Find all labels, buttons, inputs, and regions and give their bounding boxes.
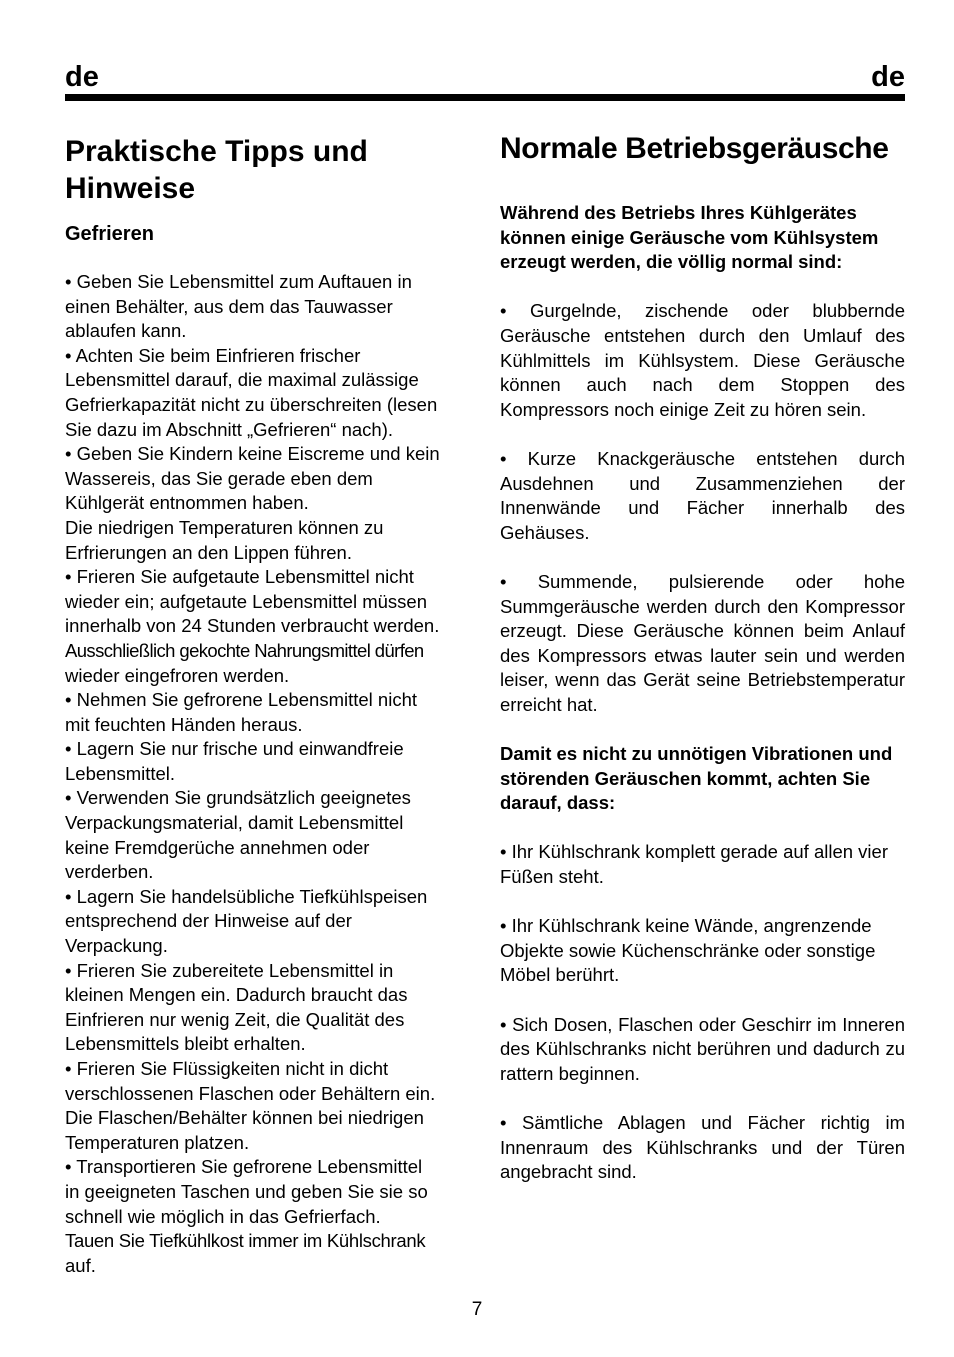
tip-line: Die Flaschen/Behälter können bei niedrigen bbox=[65, 1107, 424, 1129]
tip-line: Wassereis, das Sie gerade eben dem bbox=[65, 467, 373, 489]
tip-line: Temperaturen platzen. bbox=[65, 1131, 250, 1153]
freezing-tips bbox=[65, 270, 470, 1278]
check-item: • Ihr Kühlschrank keine Wände, angrenzende Objekte sowie Küchenschränke oder sonstige Möbel berührt. bbox=[500, 915, 876, 986]
tip-line: wieder eingefroren werden. bbox=[65, 664, 290, 686]
tip-line: • Frieren Sie aufgetaute Lebensmittel nicht bbox=[65, 566, 414, 588]
left-column bbox=[65, 130, 470, 1278]
tip-line: Tauen Sie Tiefkühlkost immer im Kühlschrank bbox=[65, 1230, 426, 1252]
check-item: • Ihr Kühlschrank komplett gerade auf allen vier Füßen steht. bbox=[500, 841, 888, 888]
header-rule bbox=[65, 94, 905, 101]
noises-intro: Während des Betriebs Ihres Kühlgerätes können einige Geräusche vom Kühlsystem erzeugt werden, die völlig normal sind: bbox=[500, 202, 879, 273]
check-item: • Sich Dosen, Flaschen oder Geschirr im Inneren des Kühlschranks nicht berühren und dadurch zu rattern beginnen. bbox=[500, 1013, 905, 1084]
right-section-title: Normale Betriebsgeräusche bbox=[500, 132, 889, 165]
tip-line: Lebensmittel. bbox=[65, 762, 176, 784]
tip-line: • Frieren Sie zubereitete Lebensmittel in bbox=[65, 959, 394, 981]
tip-line: Kühlgerät entnommen haben. bbox=[65, 492, 309, 514]
tip-line: Gefrierkapazität nicht zu überschreiten (lesen bbox=[65, 393, 438, 415]
vibration-intro: Damit es nicht zu unnötigen Vibrationen und störenden Geräuschen kommt, achten Sie darauf, dass: bbox=[500, 743, 893, 814]
tip-line: Verpackungsmaterial, damit Lebensmittel bbox=[65, 812, 404, 834]
noise-item: • Summende, pulsierende oder hohe Summgeräusche werden durch den Kompressor erzeugt. Diese Geräusche können beim Anlauf des Kompressors etwas lauter sein und werden leiser, wenn das Gerät seine Betriebstemperatur erreicht hat. bbox=[500, 570, 905, 715]
tip-line: Einfrieren nur wenig Zeit, die Qualität des bbox=[65, 1008, 405, 1030]
left-section-subtitle: Gefrieren bbox=[65, 223, 154, 245]
tip-line: keine Fremdgerüche annehmen oder bbox=[65, 836, 370, 858]
left-section-title: Praktische Tipps und Hinweise bbox=[65, 135, 368, 205]
check-item: • Sämtliche Ablagen und Fächer richtig im Innenraum des Kühlschranks und der Türen angebracht sind. bbox=[500, 1111, 905, 1183]
tip-line: Lebensmittel darauf, die maximal zulässige bbox=[65, 369, 419, 391]
tip-line: entsprechend der Hinweise auf der bbox=[65, 910, 352, 932]
page-number: 7 bbox=[471, 1299, 483, 1320]
tip-line: ablaufen kann. bbox=[65, 320, 187, 342]
tip-line: einen Behälter, aus dem das Tauwasser bbox=[65, 295, 393, 317]
right-column bbox=[500, 130, 905, 1185]
tip-line: • Lagern Sie handelsübliche Tiefkühlspeisen bbox=[65, 885, 428, 907]
language-label-left: de bbox=[65, 61, 99, 93]
tip-line: • Nehmen Sie gefrorene Lebensmittel nicht bbox=[65, 689, 418, 711]
tip-line: • Geben Sie Lebensmittel zum Auftauen in bbox=[65, 271, 412, 292]
tip-line: Verpackung. bbox=[65, 935, 168, 957]
language-label-right: de bbox=[871, 61, 905, 93]
tip-line: Ausschließlich gekochte Nahrungsmittel dürfen bbox=[65, 639, 424, 661]
tip-line: schnell wie möglich in das Gefrierfach. bbox=[65, 1205, 381, 1227]
tip-line: mit feuchten Händen heraus. bbox=[65, 713, 303, 735]
tip-line: innerhalb von 24 Stunden verbraucht werden. bbox=[65, 615, 440, 637]
tip-line: Lebensmittels bleibt erhalten. bbox=[65, 1033, 306, 1055]
tip-line: Die niedrigen Temperaturen können zu bbox=[65, 516, 384, 538]
tip-line: • Frieren Sie Flüssigkeiten nicht in dicht bbox=[65, 1058, 389, 1079]
tip-line: • Geben Sie Kindern keine Eiscreme und kein bbox=[65, 443, 440, 465]
tip-line: kleinen Mengen ein. Dadurch braucht das bbox=[65, 984, 408, 1006]
tip-line: • Verwenden Sie grundsätzlich geeignetes bbox=[65, 787, 411, 809]
tip-line: auf. bbox=[65, 1254, 96, 1276]
tip-line: Sie dazu im Abschnitt „Gefrieren“ nach). bbox=[65, 418, 394, 440]
tip-line: Erfrierungen an den Lippen führen. bbox=[65, 541, 352, 563]
tip-line: verschlossenen Flaschen oder Behältern ein. bbox=[65, 1082, 436, 1104]
tip-line: in geeigneten Taschen und geben Sie sie so bbox=[65, 1180, 428, 1202]
tip-line: verderben. bbox=[65, 861, 154, 883]
tip-line: • Transportieren Sie gefrorene Lebensmittel bbox=[65, 1156, 423, 1178]
tip-line: • Achten Sie beim Einfrieren frischer bbox=[65, 344, 361, 366]
noise-item: • Kurze Knackgeräusche entstehen durch Ausdehnen und Zusammenziehen der Innenwände und Fächer innerhalb des Gehäuses. bbox=[500, 447, 905, 543]
tip-line: wieder ein; aufgetaute Lebensmittel müssen bbox=[65, 590, 427, 612]
noise-item: • Gurgelnde, zischende oder blubbernde Geräusche entstehen durch den Umlauf des Kühlmittels im Kühlsystem. Diese Geräusche können auch nach dem Stoppen des Kompressors noch einige Zeit zu hören sein. bbox=[500, 300, 905, 420]
tip-line: • Lagern Sie nur frische und einwandfreie bbox=[65, 738, 404, 760]
